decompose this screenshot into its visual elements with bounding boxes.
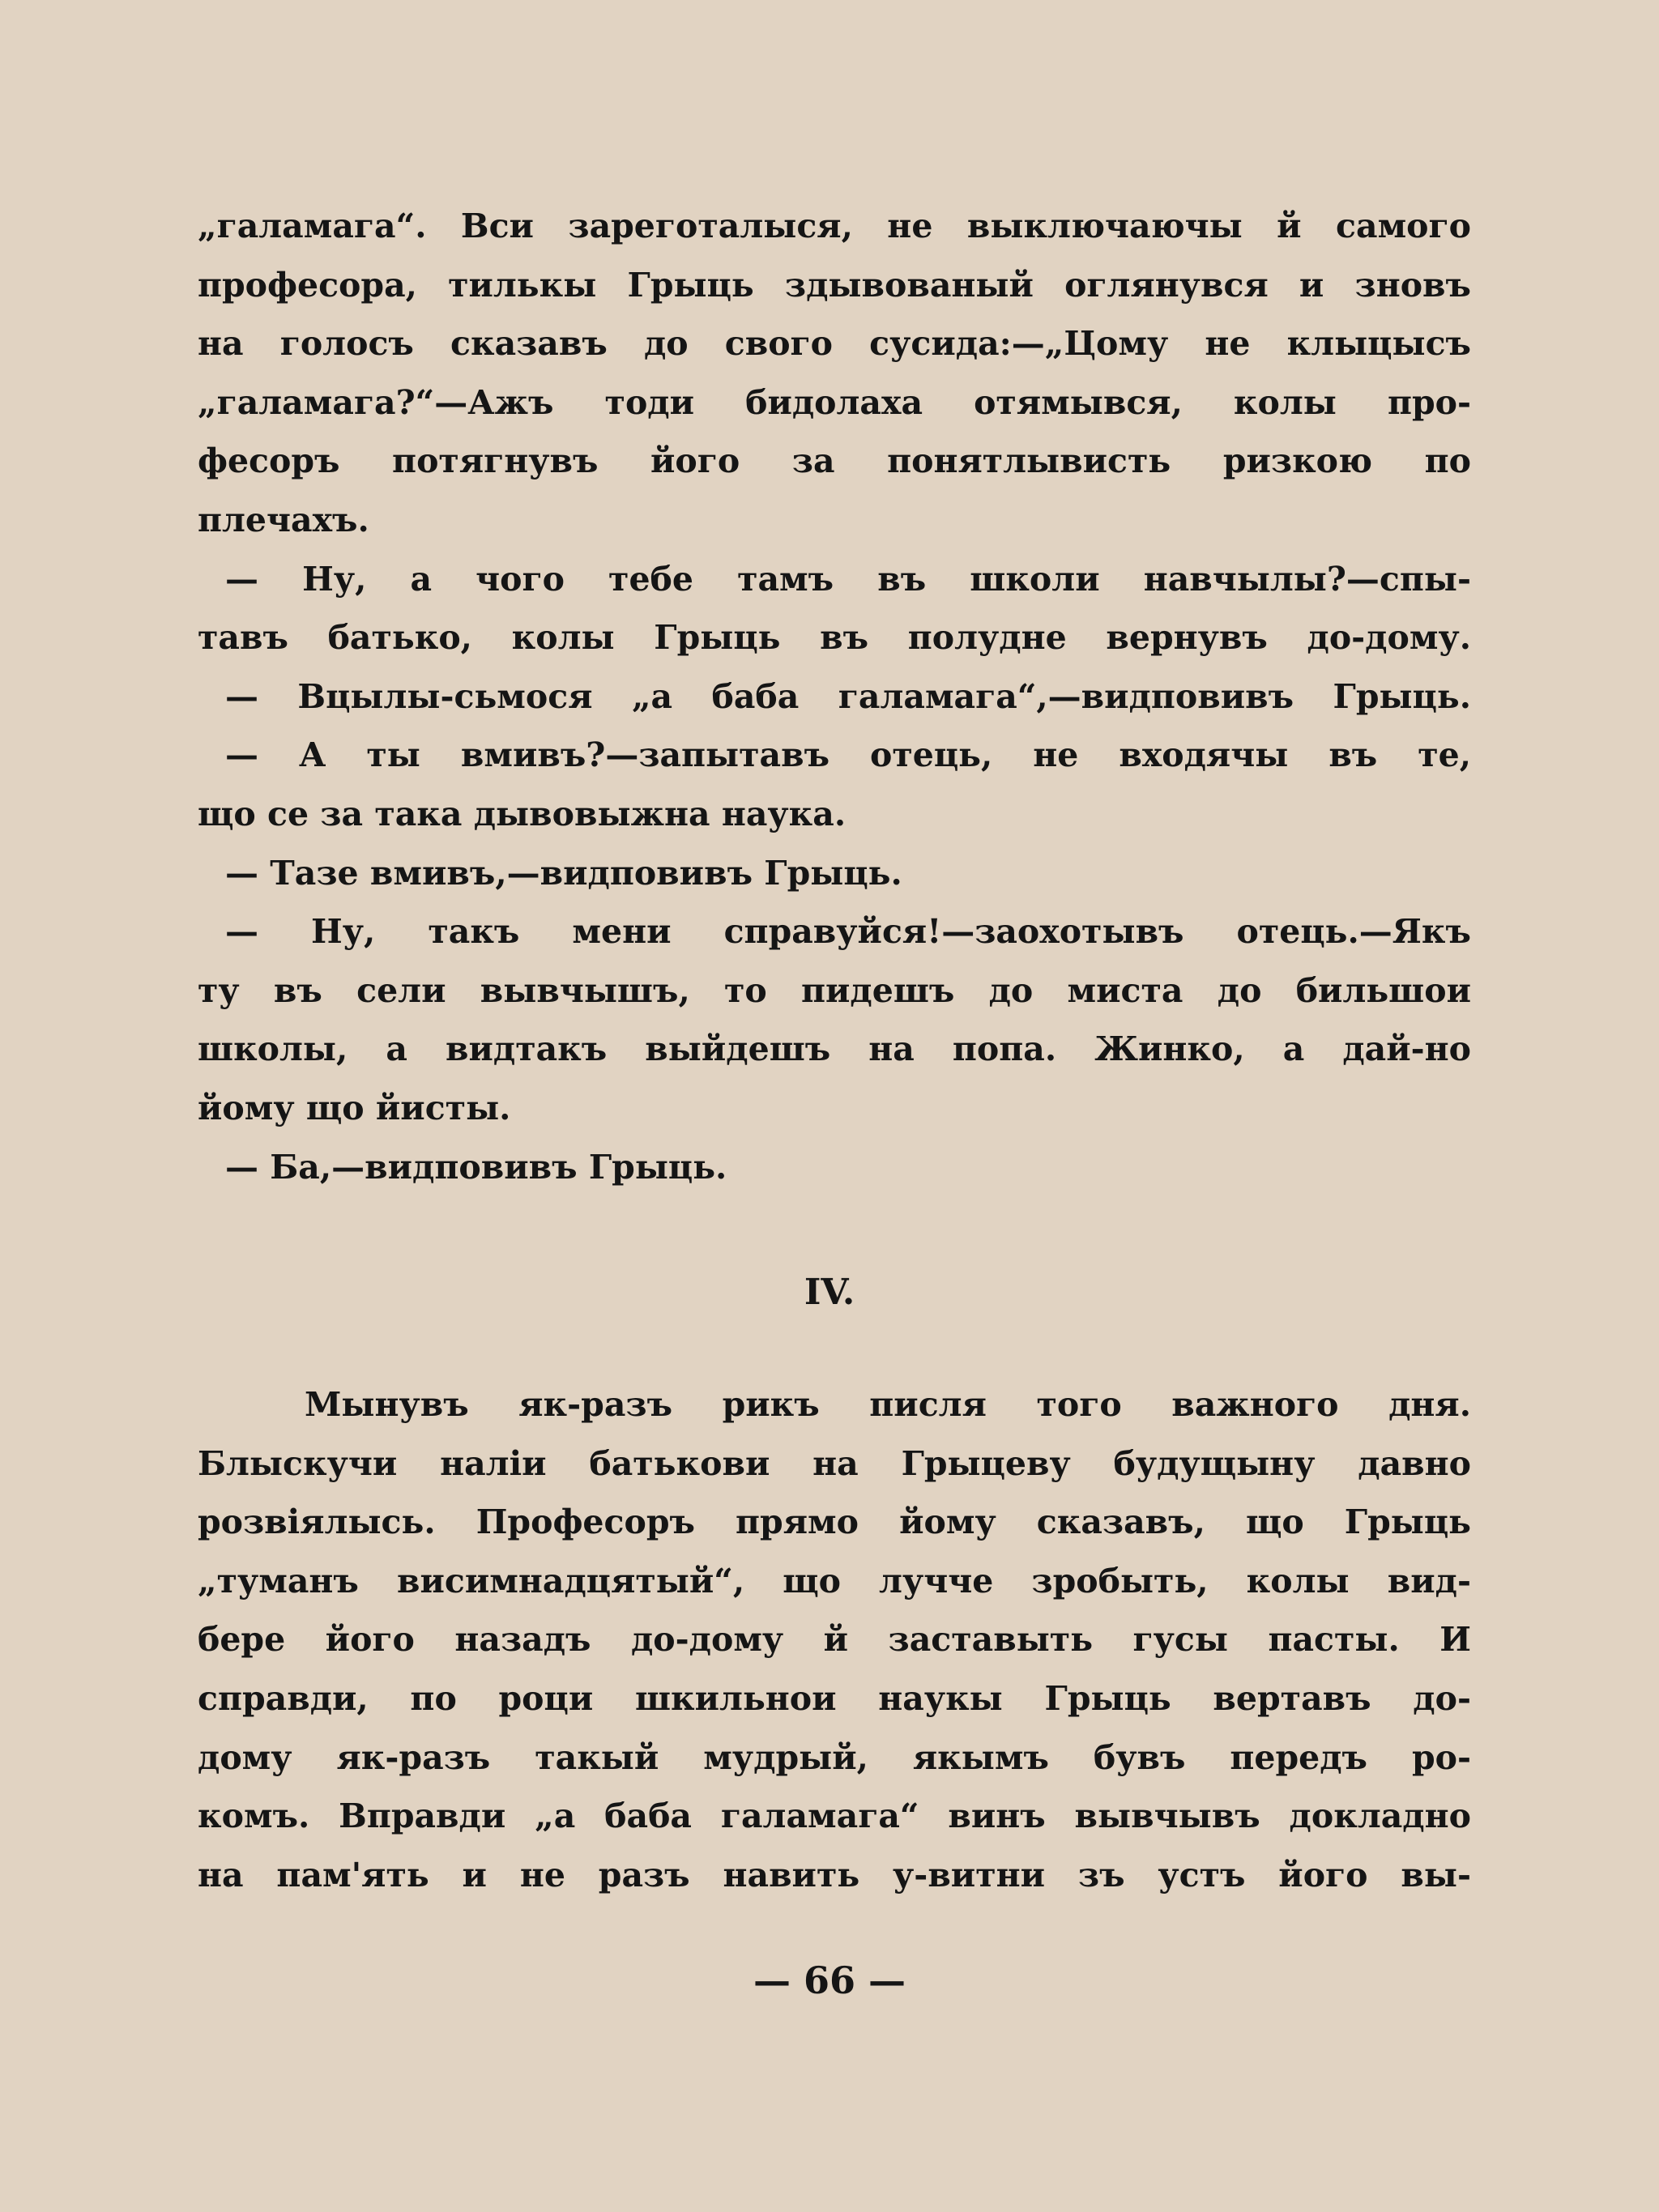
text-line: бере його назадъ до-дому й заставыть гусы пасты. И <box>198 1620 1471 1660</box>
text-line: на голосъ сказавъ до свого сусида:—„Цому не клыцысъ <box>198 324 1471 364</box>
text-block-1 <box>198 197 1471 1196</box>
text-line: „галамага?“—Ажъ тоди бидолаха отямывся, колы про- <box>198 382 1471 422</box>
dialogue-line: — А ты вмивъ?—запытавъ отець, не входячы въ те, <box>225 735 1471 775</box>
text-line: ту въ сели вывчышъ, то пидешъ до миста до бильшои <box>198 970 1471 1010</box>
text-line: дому як-разъ такый мудрый, якымъ бувъ передъ ро- <box>198 1737 1471 1777</box>
text-block-2 <box>198 1375 1471 1904</box>
dialogue-line: — Ну, а чого тебе тамъ въ школи навчылы?—спы- <box>225 559 1471 599</box>
text-line: комъ. Вправди „а баба галамага“ винъ вывчывъ докладно <box>198 1796 1471 1836</box>
text-line: школы, а видтакъ выйдешъ на попа. Жинко, а дай-но <box>198 1029 1471 1069</box>
text-line: „галамага“. Вси зареготалыся, не выключаючы й самого <box>198 207 1471 245</box>
dialogue-line: — Ну, такъ мени справуйся!—заохотывъ отець.—Якъ <box>225 912 1471 952</box>
text-line: Блыскучи наліи батькови на Грыцеву будущыну давно <box>198 1443 1471 1483</box>
text-line: що се за така дывовыжна наука. <box>198 794 847 833</box>
text-line: розвіялысь. Професоръ прямо йому сказавъ, що Грыць <box>198 1502 1471 1542</box>
text-line: плечахъ. <box>198 500 369 539</box>
dialogue-line: — Вцылы-сьмося „а баба галамага“,—видповивъ Грыць. <box>225 676 1471 716</box>
text-line: справди, по роци шкильнои наукы Грыць вертавъ до- <box>198 1678 1471 1718</box>
text-line: фесоръ потягнувъ його за понятлывисть ризкою по <box>198 441 1471 481</box>
text-line: на пам'ять и не разъ навить у-витни зъ устъ його вы- <box>198 1855 1471 1894</box>
text-line: „туманъ висимнадцятый“, що лучче зробыть, колы вид- <box>198 1561 1471 1600</box>
text-line: тавъ батько, колы Грыць въ полудне вернувъ до-дому. <box>198 618 1471 658</box>
text-line: йому що йисты. <box>198 1088 511 1127</box>
page-number: — 66 — <box>753 1958 906 2002</box>
paragraph-first-line: Мынувъ як-разъ рикъ писля того важного дня. <box>305 1385 1471 1424</box>
dialogue-line: — Ба,—видповивъ Грыць. <box>225 1147 727 1187</box>
text-line: професора, тилькы Грыць здывованый оглянувся и зновъ <box>198 265 1471 305</box>
chapter-heading: IV. <box>804 1272 855 1313</box>
dialogue-line: — Тазе вмивъ,—видповивъ Грыць. <box>225 853 902 893</box>
